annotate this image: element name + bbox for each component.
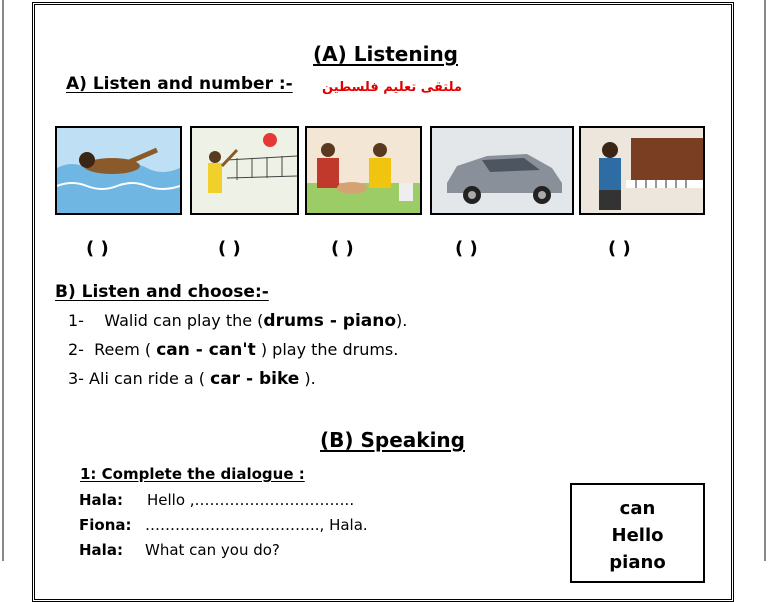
item-options[interactable]: can - can't (156, 340, 256, 360)
dialogue-line-2 (79, 516, 368, 534)
item-number: 2- (68, 340, 84, 359)
dialogue-line-1 (79, 491, 354, 509)
speaker-label: Fiona: (79, 516, 132, 534)
word-bank-box (570, 483, 705, 583)
listen-and-choose-heading: B) Listen and choose:- (55, 282, 269, 302)
word-bank-item: Hello (611, 525, 664, 546)
cooking-picture (305, 126, 422, 215)
item-text: Reem ( (94, 340, 157, 359)
volleyball-picture (190, 126, 299, 215)
item-text-end: ). (299, 369, 316, 388)
piano-picture (579, 126, 705, 215)
speaking-title: (B) Speaking (320, 428, 465, 452)
dialogue-text[interactable]: …………………………….., Hala. (145, 516, 368, 534)
answer-slot-2[interactable]: ( ) (218, 238, 241, 259)
speaker-label: Hala: (79, 541, 123, 559)
item-number: 3- (68, 369, 84, 388)
word-bank-item: piano (609, 552, 666, 573)
page-edge-left (2, 0, 4, 561)
item-number: 1- (68, 311, 84, 330)
choose-item-1 (68, 311, 407, 331)
answer-slot-3[interactable]: ( ) (331, 238, 354, 259)
page-edge-right (764, 0, 766, 561)
item-text-end: ). (396, 311, 408, 330)
item-options[interactable]: drums - piano (263, 311, 397, 331)
answer-slot-5[interactable]: ( ) (608, 238, 631, 259)
choose-item-3 (68, 369, 316, 389)
listening-title: (A) Listening (313, 42, 458, 66)
answer-slot-4[interactable]: ( ) (455, 238, 478, 259)
dialogue-line-3 (79, 541, 280, 559)
dialogue-text: What can you do? (145, 541, 280, 559)
item-text: Ali can ride a ( (89, 369, 211, 388)
word-bank-item: can (619, 498, 656, 519)
item-text-end: ) play the drums. (255, 340, 399, 359)
speaker-label: Hala: (79, 491, 123, 509)
listen-and-number-heading: A) Listen and number :- (66, 74, 293, 94)
answer-slot-1[interactable]: ( ) (86, 238, 109, 259)
choose-item-2 (68, 340, 398, 360)
item-text: Walid can play the ( (104, 311, 264, 330)
item-options[interactable]: car - bike (210, 369, 300, 389)
dialogue-text[interactable]: Hello ,………………………….. (147, 491, 355, 509)
complete-dialogue-heading: 1: Complete the dialogue : (80, 465, 305, 483)
swimmer-picture (55, 126, 182, 215)
car-picture (430, 126, 574, 215)
watermark-text: ملتقى تعليم فلسطين (322, 80, 462, 95)
